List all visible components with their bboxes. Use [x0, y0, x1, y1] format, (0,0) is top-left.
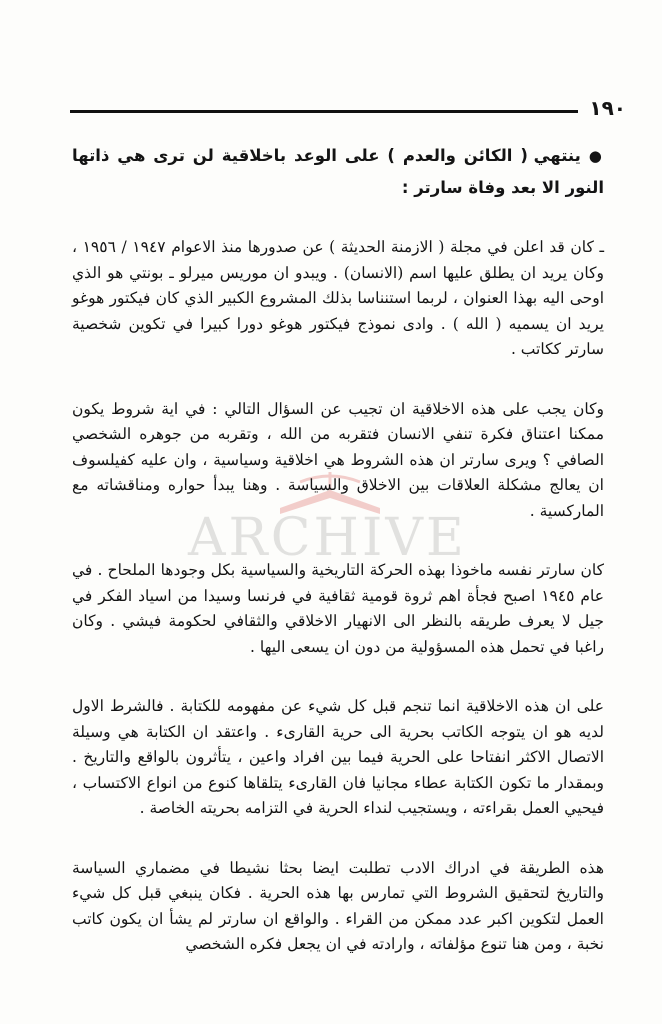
paragraph-2: وكان يجب على هذه الاخلاقية ان تجيب عن السؤال التالي : في اية شروط يكون ممكنا اعتناق فكرة تنفي الانسان فتقربه من الله ، وتقربه من جوهره الشخصي الصافي ؟ ويرى سارتر ان هذه الشروط هي اخلاقية وسياسية ، وان عليه كفيلسوف ان يعالج مشكلة العلاقات بين الاخلاق والسياسة . وهنا يبدأ حواره ومناقشاته مع الماركسية . [72, 399, 604, 520]
paragraph-3: كان سارتر نفسه ماخوذا بهذه الحركة التاريخية والسياسية بكل وجودها الملحاح . في عام ١٩٤٥ اصبح فجأة اهم ثروة قومية ثقافية في فرنسا وسيدا من اسياد الفكر في جيل لا يعرف طريقه بالنظر الى الانهيار الاخلاقي والثقافي لحكومة فيشي . وكان راغبا في تحمل هذه المسؤولية من دون ان يسعى اليها . [72, 561, 604, 656]
bullet-icon: ● [588, 147, 604, 165]
page-header [70, 96, 626, 122]
intro-text: ينتهي ( الكائن والعدم ) على الوعد باخلاقية لن ترى هي ذاتها النور الا بعد وفاة سارتر : [72, 146, 604, 197]
paragraph-5: هذه الطريقة في ادراك الادب تطلبت ايضا بحثا نشيطا في مضماري السياسة والتاريخ لتحقيق الشروط التي تمارس بها هذه الحرية . فكان ينبغي قبل كل شيء العمل لتكوين اكبر عدد ممكن من القراء . والواقع ان سارتر لم يشأ ان يكون كاتب نخبة ، ومن هنا تنوع مؤلفاته ، وارادته في ان يجعل فكره الشخصي [72, 858, 604, 953]
watermark-text: ARCHIVE [188, 508, 467, 568]
paragraph-1: ـ كان قد اعلن في مجلة ( الازمنة الحديثة ) عن صدورها منذ الاعوام ١٩٤٧ / ١٩٥٦ ، وكان يريد ان يطلق عليها اسم (الانسان) . ويبدو ان موريس ميرلو ـ بونتي هو الذي اوحى اليه بهذا العنوان ، لربما استنناسا بذلك المشروع الكبير الذي كان فيكتور هوغو يريد ان يسميه ( الله ) . وادى نموذج فيكتور هوغو دورا كبيرا في تكوين شخصية سارتر ككاتب . [72, 238, 605, 358]
page-number: ١٩٠ [589, 96, 626, 120]
page-body [72, 140, 604, 992]
intro-paragraph [72, 140, 604, 203]
paragraph-4: على ان هذه الاخلاقية انما تنجم قبل كل شيء عن مفهومه للكتابة . فالشرط الاول لديه هو ان يتوجه الكاتب بحرية الى حرية القارىء . واعتقد ان الكتابة هي وسيلة الاتصال الاكثر انفتاحا على الحرية فيما بين افراد واعين ، يتأثرون بالواقع والتاريخ . وبمقدار ما تكون الكتابة عطاء مجانيا فان القارىء يتلقاها كنوع من انواع الاكتساب ، فيحيي العمل بقراءته ، ويستجيب لنداء الحرية في التزامه بحريته الخاصة . [72, 697, 604, 817]
header-rule [70, 110, 578, 113]
